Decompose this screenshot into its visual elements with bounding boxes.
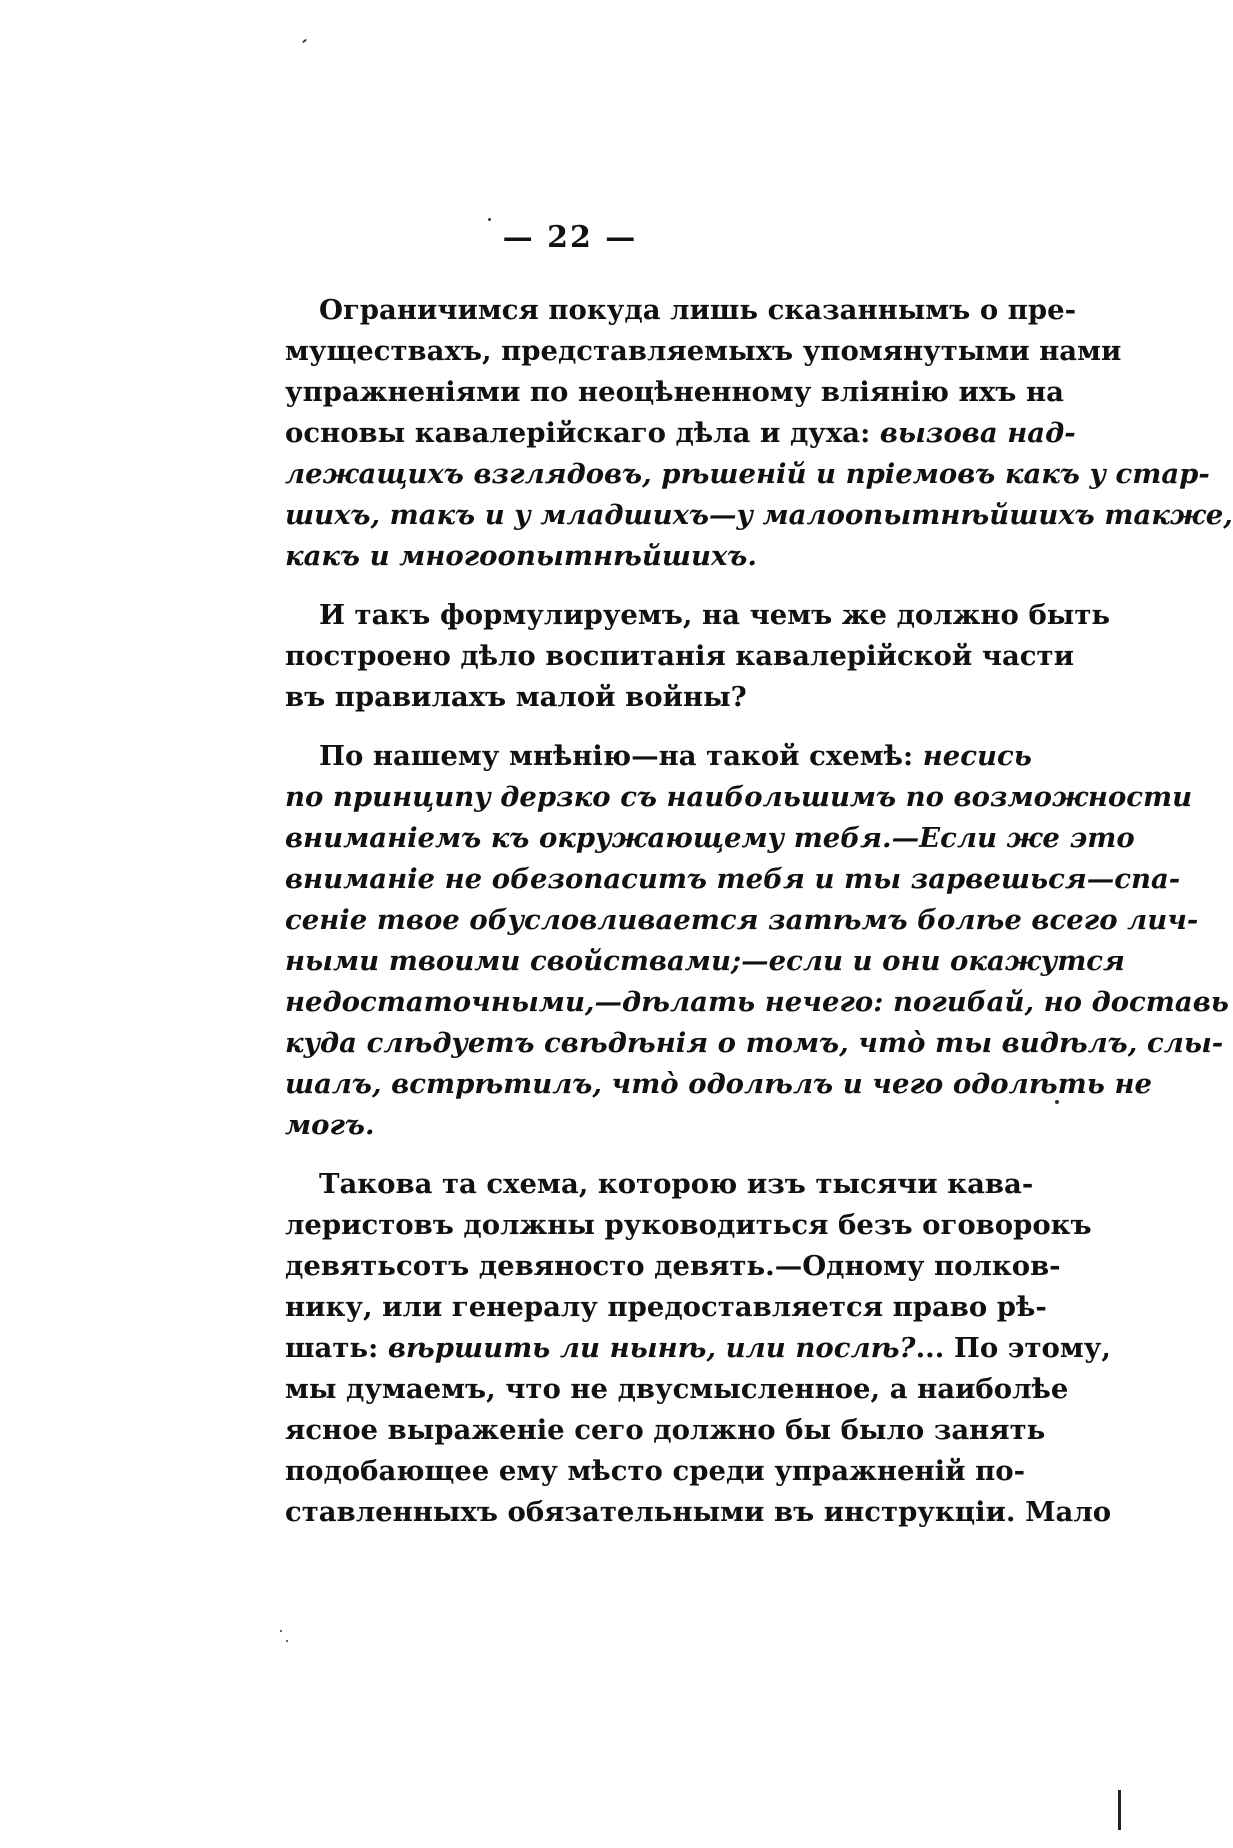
text-line [285, 818, 1135, 859]
text-run: основы кавалерійскаго дѣла и духа: [285, 417, 880, 449]
text-line [285, 1328, 1111, 1369]
text-line [285, 372, 1064, 413]
text-run: И такъ формулируемъ, на чемъ же должно быть [319, 599, 1111, 631]
italic-text: вызова над- [879, 417, 1076, 449]
text-run: ясное выраженіе сего должно бы было занять [285, 1414, 1046, 1446]
italic-text: ными твоими свойствами;—если и они окажутся [285, 945, 1125, 977]
italic-text: лежащихъ взглядовъ, рѣшеній и пріемовъ какъ у стар- [285, 458, 1210, 490]
text-run: нику, или генералу предоставляется право рѣ- [285, 1291, 1047, 1323]
italic-text: недостаточными,—дѣлать нечего: погибай, но доставь [285, 986, 1229, 1018]
italic-text: шихъ, такъ и у младшихъ—у малоопытнѣйшихъ также, [285, 499, 1233, 531]
paragraph [285, 1164, 1112, 1533]
text-run: упражненіями по неоцѣненному вліянію ихъ на [285, 376, 1064, 408]
text-line [285, 1023, 1224, 1064]
text-line [285, 1492, 1112, 1533]
italic-text: вниманіемъ къ окружающему тебя.—Если же это [285, 822, 1135, 854]
text-run: По нашему мнѣнію—на такой схемѣ: [319, 740, 923, 772]
text-line [285, 677, 1025, 718]
text-line [285, 1410, 1046, 1451]
text-run: ставленныхъ обязательными въ инструкціи. Мало [285, 1496, 1112, 1528]
paragraph-gap [285, 577, 1025, 595]
text-line [285, 454, 1210, 495]
text-line [285, 736, 1032, 777]
text-line [285, 1205, 1092, 1246]
text-line [285, 1369, 1069, 1410]
text-run: мы думаемъ, что не двусмысленное, а наиболѣе [285, 1373, 1069, 1405]
paragraph [285, 736, 1229, 1146]
text-line [285, 595, 1111, 636]
text-run: построено дѣло воспитанія кавалерійской части [285, 640, 1074, 672]
italic-text: вниманіе не обезопаситъ тебя и ты зарвешься—спа- [285, 863, 1181, 895]
text-run: Ограничимся покуда лишь сказаннымъ о пре- [319, 294, 1077, 326]
text-run: ... По этому, [915, 1332, 1111, 1364]
italic-text: несись [922, 740, 1032, 772]
paragraph [285, 290, 1233, 577]
paragraph-gap [285, 718, 1025, 736]
text-run: муществахъ, представляемыхъ упомянутыми нами [285, 335, 1122, 367]
italic-text: по принципу дерзко съ наибольшимъ по возможности [285, 781, 1193, 813]
text-line [285, 536, 1025, 577]
text-run: девятьсотъ девяносто девять.—Одному полков- [285, 1250, 1061, 1282]
text-line [285, 636, 1074, 677]
italic-text: могъ. [285, 1109, 375, 1141]
text-run: шать: [285, 1332, 388, 1364]
text-line [285, 1164, 1034, 1205]
scan-speck [280, 1630, 282, 1632]
text-line [285, 331, 1122, 372]
text-line [285, 1451, 1025, 1492]
text-line [285, 941, 1125, 982]
scan-speck [1055, 1100, 1059, 1104]
scan-speck [302, 39, 307, 44]
paragraph [285, 595, 1111, 718]
text-line [285, 495, 1233, 536]
page-number: — 22 — [502, 220, 638, 255]
italic-text: шалъ, встрѣтилъ, что̀ одолѣлъ и чего одолѣть не [285, 1068, 1152, 1100]
text-line [285, 1105, 1025, 1146]
italic-text: куда слѣдуетъ свѣдѣнія о томъ, что̀ ты видѣлъ, слы- [285, 1027, 1224, 1059]
text-line [285, 1246, 1061, 1287]
text-run: леристовъ должны руководиться безъ оговорокъ [285, 1209, 1092, 1241]
text-line [285, 413, 1076, 454]
paragraph-gap [285, 1146, 1025, 1164]
text-line [285, 1287, 1047, 1328]
text-line [285, 900, 1199, 941]
text-run: въ правилахъ малой войны? [285, 681, 747, 713]
scan-speck [286, 1640, 288, 1642]
scan-edge-mark [1118, 1790, 1121, 1830]
text-run: Такова та схема, которою изъ тысячи кава- [319, 1168, 1034, 1200]
italic-text: какъ и многоопытнѣйшихъ. [285, 540, 757, 572]
text-run: подобающее ему мѣсто среди упражненій по- [285, 1455, 1025, 1487]
text-line [285, 982, 1229, 1023]
text-line [285, 290, 1077, 331]
text-line [285, 859, 1181, 900]
text-line [285, 1064, 1152, 1105]
body-text [285, 290, 1233, 1533]
italic-text: сеніе твое обусловливается затѣмъ болѣе всего лич- [285, 904, 1199, 936]
text-line [285, 777, 1193, 818]
italic-text: вѣршить ли нынѣ, или послѣ? [387, 1332, 916, 1364]
